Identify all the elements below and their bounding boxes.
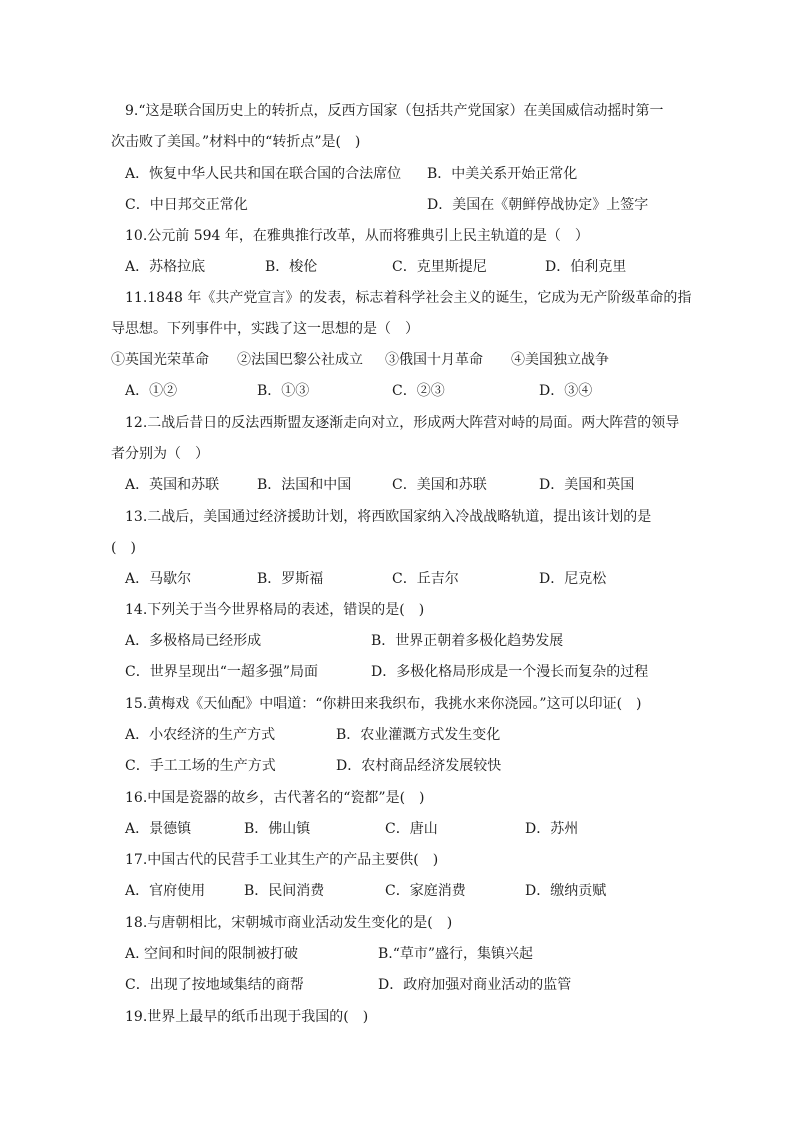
option-a[interactable]: A．景德镇: [125, 821, 192, 837]
stem-line: 10.公元前 594 年，在雅典推行改革，从而将雅典引上民主轨道的是（ ）: [125, 228, 589, 244]
item-2: ②法国巴黎公社成立: [237, 352, 363, 368]
option-a[interactable]: A. 空间和时间的限制被打破: [125, 946, 299, 962]
stem-line: 导思想。下列事件中，实践了这一思想的是（ ）: [111, 321, 419, 337]
item-3: ③俄国十月革命: [385, 352, 483, 368]
stem-line: ( ): [111, 540, 136, 556]
option-d[interactable]: D．多极化格局形成是一个漫长而复杂的过程: [371, 664, 649, 680]
option-c[interactable]: C．美国和苏联: [392, 477, 487, 493]
option-d[interactable]: D．美国在《朝鲜停战协定》上签字: [427, 197, 649, 213]
stem-line: 次击败了美国。”材料中的“转折点”是( ): [111, 134, 361, 150]
option-d[interactable]: D．政府加强对商业活动的监管: [378, 977, 572, 993]
stem-line: 13.二战后，美国通过经济援助计划，将西欧国家纳入冷战战略轨道，提出该计划的是: [125, 509, 652, 525]
option-c[interactable]: C．出现了按地域集结的商帮: [125, 977, 304, 993]
option-d[interactable]: D．缴纳贡赋: [525, 883, 607, 899]
stem-line: 者分别为（ ）: [111, 446, 209, 462]
option-d[interactable]: D．伯利克里: [545, 259, 627, 275]
option-c[interactable]: C．世界呈现出“一超多强”局面: [125, 664, 319, 680]
item-1: ①英国光荣革命: [111, 352, 209, 368]
option-d[interactable]: D．尼克松: [539, 571, 607, 587]
option-b[interactable]: B．佛山镇: [244, 821, 311, 837]
stem-line: 14.下列关于当今世界格局的表述，错误的是( ): [125, 602, 425, 618]
option-b[interactable]: B．中美关系开始正常化: [427, 166, 578, 182]
option-a[interactable]: A．小农经济的生产方式: [125, 727, 276, 743]
option-b[interactable]: B．①③: [257, 383, 310, 399]
option-a[interactable]: A．恢复中华人民共和国在联合国的合法席位: [125, 166, 402, 182]
option-b[interactable]: B．民间消费: [244, 883, 325, 899]
option-a[interactable]: A．马歇尔: [125, 571, 192, 587]
option-d[interactable]: D．③④: [539, 383, 593, 399]
option-a[interactable]: A．①②: [125, 383, 178, 399]
stem-line: 12.二战后昔日的反法西斯盟友逐渐走向对立，形成两大阵营对峙的局面。两大阵营的领导: [125, 415, 680, 431]
option-a[interactable]: A．英国和苏联: [125, 477, 220, 493]
item-4: ④美国独立战争: [511, 352, 609, 368]
option-c[interactable]: C．丘吉尔: [392, 571, 459, 587]
option-b[interactable]: B.“草市”盛行，集镇兴起: [378, 946, 534, 962]
option-b[interactable]: B．农业灌溉方式发生变化: [336, 727, 501, 743]
option-d[interactable]: D．苏州: [525, 821, 579, 837]
option-c[interactable]: C．家庭消费: [385, 883, 466, 899]
option-c[interactable]: C．唐山: [385, 821, 438, 837]
option-a[interactable]: A．多极格局已经形成: [125, 633, 262, 649]
stem-line: 18.与唐朝相比，宋朝城市商业活动发生变化的是( ): [125, 915, 453, 931]
stem-line: 19.世界上最早的纸币出现于我国的( ): [125, 1009, 369, 1025]
stem-line: 17.中国古代的民营手工业其生产的产品主要供( ): [125, 852, 439, 868]
stem-line: 15.黄梅戏《天仙配》中唱道：“你耕田来我织布，我挑水来你浇园。”这可以印证( ): [125, 696, 642, 712]
stem-line: 16.中国是瓷器的故乡，古代著名的“瓷都”是( ): [125, 790, 425, 806]
option-b[interactable]: B．法国和中国: [257, 477, 352, 493]
option-d[interactable]: D．美国和英国: [539, 477, 635, 493]
stem-line: 9.“这是联合国历史上的转折点，反西方国家（包括共产党国家）在美国威信动摇时第一: [125, 103, 664, 119]
option-b[interactable]: B．世界正朝着多极化趋势发展: [371, 633, 564, 649]
stem-line: 11.1848 年《共产党宣言》的发表，标志着科学社会主义的诞生，它成为无产阶级革命的指: [125, 290, 692, 306]
option-b[interactable]: B．梭伦: [265, 259, 318, 275]
option-c[interactable]: C．②③: [392, 383, 445, 399]
option-a[interactable]: A．苏格拉底: [125, 259, 206, 275]
option-b[interactable]: B．罗斯福: [257, 571, 324, 587]
option-c[interactable]: C．手工工场的生产方式: [125, 758, 276, 774]
option-c[interactable]: C．克里斯提尼: [392, 259, 487, 275]
option-a[interactable]: A．官府使用: [125, 883, 206, 899]
option-d[interactable]: D．农村商品经济发展较快: [336, 758, 502, 774]
option-c[interactable]: C．中日邦交正常化: [125, 197, 248, 213]
